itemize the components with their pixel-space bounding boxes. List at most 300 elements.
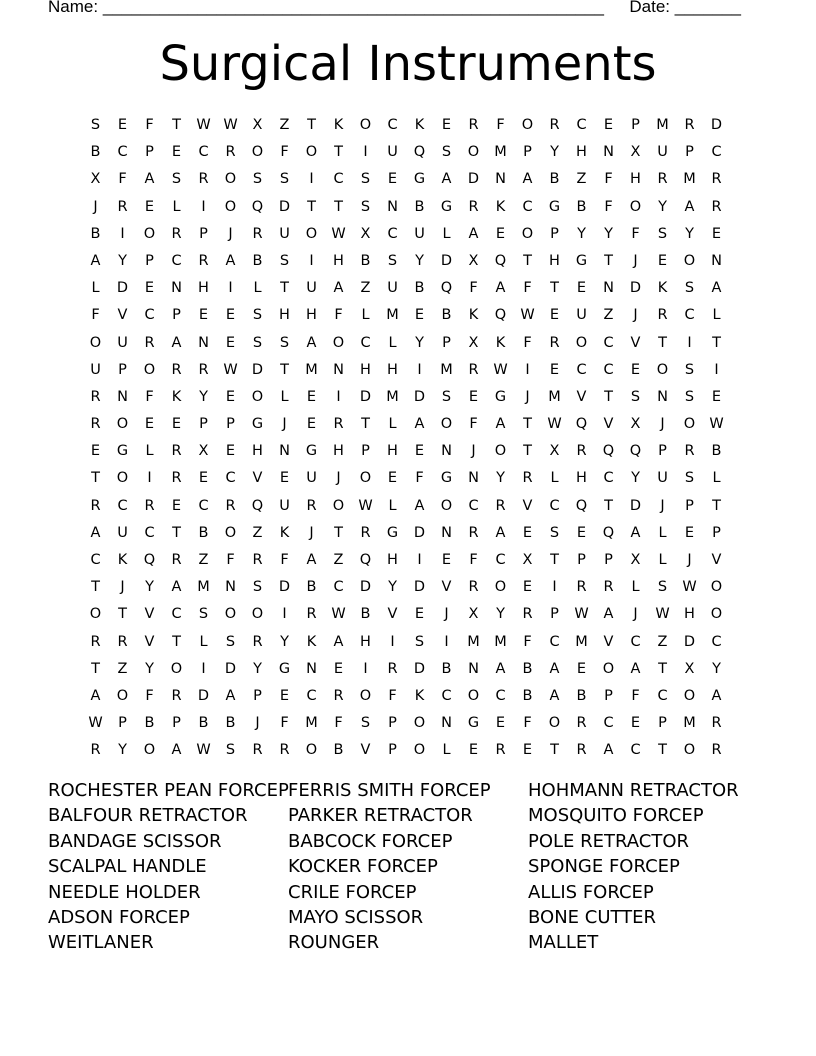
grid-letter: P — [145, 252, 154, 269]
grid-letter: R — [171, 443, 182, 460]
grid-letter: M — [305, 361, 318, 378]
grid-letter: J — [255, 715, 260, 732]
grid-letter: R — [576, 443, 587, 460]
grid-letter: R — [468, 117, 479, 133]
grid-letter: T — [334, 144, 343, 161]
word-list-item: BANDAGE SCISSOR — [48, 830, 222, 852]
grid-letter: L — [199, 633, 208, 650]
grid-letter: O — [305, 225, 318, 242]
grid-letter: P — [577, 552, 586, 568]
grid-letter: Y — [253, 660, 262, 677]
grid-letter: H — [306, 307, 317, 324]
grid-letter: T — [712, 497, 721, 514]
grid-letter: O — [413, 742, 426, 759]
grid-letter: Z — [252, 524, 263, 541]
grid-letter: H — [576, 470, 587, 487]
grid-letter: Q — [575, 497, 588, 514]
grid-letter: R — [144, 497, 155, 514]
grid-letter: R — [387, 660, 398, 677]
grid-letter: I — [444, 633, 449, 650]
grid-letter: H — [684, 606, 695, 623]
grid-letter: F — [415, 470, 424, 487]
grid-letter: C — [630, 633, 641, 650]
grid-letter: Y — [415, 252, 424, 269]
grid-letter: D — [413, 388, 426, 405]
grid-letter: Y — [577, 225, 586, 242]
grid-letter: E — [441, 117, 452, 133]
name-label: Name: — [48, 0, 99, 16]
grid-letter: O — [494, 443, 507, 460]
grid-letter: F — [145, 388, 154, 405]
grid-letter: T — [172, 633, 181, 650]
grid-letter: O — [602, 660, 615, 677]
grid-letter: H — [360, 633, 371, 650]
grid-letter: F — [91, 307, 100, 324]
grid-letter: E — [144, 198, 155, 215]
grid-letter: Q — [413, 144, 426, 161]
grid-letter: S — [90, 117, 101, 133]
grid-letter: Q — [251, 198, 264, 215]
grid-letter: L — [145, 443, 154, 460]
grid-letter: U — [279, 225, 290, 242]
grid-letter: Y — [658, 198, 667, 215]
grid-letter: M — [683, 715, 696, 732]
grid-letter: I — [336, 388, 341, 405]
grid-letter: K — [117, 552, 128, 568]
grid-letter: T — [523, 443, 532, 460]
word-list-item: BONE CUTTER — [528, 906, 657, 928]
grid-letter: R — [468, 524, 479, 541]
grid-letter: W — [655, 606, 670, 623]
grid-letter: P — [226, 416, 235, 433]
grid-letter: C — [603, 470, 614, 487]
grid-letter: R — [90, 742, 101, 759]
grid-letter: X — [522, 552, 533, 568]
grid-letter: L — [631, 579, 640, 596]
grid-letter: M — [494, 144, 507, 161]
grid-letter: P — [604, 687, 613, 704]
grid-letter: R — [252, 225, 263, 242]
grid-letter: C — [441, 687, 452, 704]
grid-letter: R — [117, 633, 128, 650]
grid-letter: O — [251, 606, 264, 623]
grid-letter: A — [630, 524, 641, 541]
grid-letter: S — [360, 715, 371, 732]
grid-letter: C — [198, 144, 209, 161]
grid-letter: P — [658, 715, 667, 732]
grid-letter: I — [687, 334, 692, 351]
grid-letter: E — [576, 280, 587, 297]
grid-letter: C — [630, 742, 641, 759]
grid-letter: R — [549, 334, 560, 351]
grid-letter: P — [550, 606, 559, 623]
grid-letter: F — [496, 117, 505, 133]
grid-letter: Q — [359, 552, 372, 568]
grid-letter: A — [522, 171, 533, 188]
grid-letter: F — [523, 334, 532, 351]
grid-letter: A — [468, 225, 479, 242]
grid-letter: O — [656, 361, 669, 378]
grid-letter: N — [171, 280, 182, 297]
grid-letter: D — [278, 579, 291, 596]
grid-letter: X — [468, 252, 479, 269]
grid-letter: R — [495, 742, 506, 759]
grid-letter: A — [603, 606, 614, 623]
grid-letter: E — [441, 552, 452, 568]
grid-letter: P — [685, 144, 694, 161]
grid-letter: Y — [145, 579, 154, 596]
grid-letter: R — [90, 388, 101, 405]
grid-letter: O — [116, 470, 129, 487]
word-list — [48, 778, 768, 956]
grid-letter: K — [495, 334, 506, 351]
grid-letter: R — [90, 497, 101, 514]
grid-letter: E — [225, 443, 236, 460]
grid-letter: V — [117, 307, 128, 324]
grid-letter: R — [495, 497, 506, 514]
grid-letter: I — [309, 252, 314, 269]
grid-letter: Z — [117, 660, 128, 677]
grid-letter: U — [117, 334, 128, 351]
grid-letter: E — [279, 470, 290, 487]
grid-letter: O — [521, 117, 534, 133]
grid-letter: K — [414, 687, 425, 704]
grid-letter: T — [712, 334, 721, 351]
word-list-item: ADSON FORCEP — [48, 906, 190, 928]
grid-letter: T — [523, 416, 532, 433]
grid-letter: E — [144, 280, 155, 297]
grid-letter: D — [467, 171, 480, 188]
grid-letter: J — [660, 416, 665, 433]
grid-letter: R — [252, 552, 263, 568]
grid-letter: C — [576, 361, 587, 378]
grid-letter: H — [360, 361, 371, 378]
grid-letter: A — [171, 742, 182, 759]
grid-letter: P — [172, 715, 181, 732]
grid-letter: D — [710, 117, 723, 133]
grid-letter: R — [576, 579, 587, 596]
grid-letter: F — [145, 687, 154, 704]
grid-letter: T — [91, 660, 100, 677]
grid-letter: J — [444, 606, 449, 623]
grid-letter: T — [604, 497, 613, 514]
word-list-item: POLE RETRACTOR — [528, 830, 690, 852]
grid-letter: Q — [251, 497, 264, 514]
grid-letter: S — [684, 470, 695, 487]
grid-letter: Q — [629, 443, 642, 460]
grid-letter: O — [332, 497, 345, 514]
grid-letter: C — [333, 579, 344, 596]
grid-letter: Y — [631, 470, 640, 487]
grid-letter: S — [549, 524, 560, 541]
grid-letter: B — [441, 660, 452, 677]
grid-letter: S — [252, 307, 263, 324]
grid-letter: T — [550, 742, 559, 759]
grid-letter: S — [252, 171, 263, 188]
grid-letter: V — [252, 470, 263, 487]
grid-letter: R — [306, 606, 317, 623]
grid-letter: F — [523, 715, 532, 732]
grid-letter: E — [225, 307, 236, 324]
word-search-grid — [82, 112, 730, 765]
grid-letter: E — [225, 388, 236, 405]
grid-letter: N — [468, 470, 479, 487]
grid-letter: N — [441, 715, 452, 732]
grid-letter: M — [683, 171, 696, 188]
grid-letter: O — [305, 144, 318, 161]
grid-letter: E — [171, 497, 182, 514]
grid-letter: B — [333, 742, 344, 759]
grid-letter: B — [522, 687, 533, 704]
grid-letter: O — [359, 117, 372, 133]
grid-letter: O — [548, 715, 561, 732]
grid-letter: O — [143, 742, 156, 759]
grid-letter: E — [630, 715, 641, 732]
grid-letter: T — [604, 388, 613, 405]
grid-letter: Z — [279, 117, 290, 133]
grid-letter: R — [468, 361, 479, 378]
grid-letter: T — [91, 470, 100, 487]
word-list-item: ROCHESTER PEAN FORCEP — [48, 780, 289, 801]
grid-letter: E — [306, 416, 317, 433]
grid-letter: S — [441, 144, 452, 161]
grid-letter: C — [306, 687, 317, 704]
grid-letter: U — [306, 470, 317, 487]
grid-letter: R — [90, 633, 101, 650]
name-blank-line: _____________________________________________________ — [102, 0, 604, 16]
grid-letter: N — [441, 443, 452, 460]
grid-letter: A — [684, 198, 695, 215]
grid-letter: S — [684, 388, 695, 405]
grid-letter: A — [495, 416, 506, 433]
grid-letter: O — [143, 225, 156, 242]
grid-letter: D — [683, 633, 696, 650]
grid-letter: A — [414, 416, 425, 433]
grid-letter: I — [552, 579, 557, 596]
grid-letter: T — [658, 660, 667, 677]
grid-letter: Y — [415, 334, 424, 351]
grid-letter: E — [198, 307, 209, 324]
grid-letter: E — [171, 416, 182, 433]
grid-letter: Q — [602, 443, 615, 460]
grid-letter: I — [120, 225, 125, 242]
grid-letter: G — [440, 198, 453, 215]
grid-letter: H — [279, 307, 290, 324]
grid-letter: L — [388, 334, 397, 351]
grid-letter: N — [711, 252, 722, 269]
grid-letter: T — [604, 252, 613, 269]
grid-letter: M — [386, 388, 399, 405]
grid-letter: G — [413, 171, 426, 188]
grid-letter: C — [387, 225, 398, 242]
grid-letter: C — [495, 687, 506, 704]
grid-letter: J — [525, 388, 530, 405]
grid-letter: A — [441, 171, 452, 188]
grid-letter: E — [468, 742, 479, 759]
grid-letter: C — [711, 633, 722, 650]
grid-letter: B — [441, 307, 452, 324]
grid-letter: R — [279, 742, 290, 759]
grid-letter: A — [549, 687, 560, 704]
grid-letter: T — [172, 524, 181, 541]
grid-letter: F — [118, 171, 127, 188]
grid-letter: G — [305, 443, 318, 460]
grid-letter: V — [387, 606, 398, 623]
grid-letter: C — [711, 144, 722, 161]
grid-letter: R — [225, 497, 236, 514]
grid-letter: R — [576, 742, 587, 759]
name-date-header — [48, 0, 748, 17]
grid-letter: Y — [145, 660, 154, 677]
grid-letter: S — [657, 579, 668, 596]
grid-letter: O — [224, 606, 237, 623]
grid-letter: J — [633, 252, 638, 269]
grid-letter: N — [495, 171, 506, 188]
word-list-item: HOHMANN RETRACTOR — [528, 780, 739, 801]
grid-letter: C — [171, 252, 182, 269]
grid-letter: K — [468, 307, 479, 324]
grid-letter: E — [90, 443, 101, 460]
grid-letter: R — [711, 715, 722, 732]
grid-letter: G — [467, 715, 480, 732]
grid-letter: Q — [494, 307, 507, 324]
grid-letter: M — [197, 579, 210, 596]
grid-letter: A — [333, 280, 344, 297]
grid-letter: V — [603, 633, 614, 650]
grid-letter: I — [714, 361, 719, 378]
grid-letter: C — [657, 687, 668, 704]
grid-letter: P — [442, 334, 451, 351]
grid-letter: O — [224, 171, 237, 188]
grid-letter: F — [280, 715, 289, 732]
grid-letter: R — [171, 687, 182, 704]
grid-letter: P — [388, 715, 397, 732]
grid-letter: R — [468, 579, 479, 596]
grid-letter: J — [687, 552, 692, 568]
grid-letter: S — [225, 742, 236, 759]
grid-letter: F — [280, 144, 289, 161]
grid-letter: A — [333, 633, 344, 650]
grid-letter: E — [657, 252, 668, 269]
grid-letter: W — [547, 416, 562, 433]
grid-letter: Z — [360, 280, 371, 297]
grid-letter: R — [198, 171, 209, 188]
grid-letter: Y — [496, 606, 505, 623]
grid-letter: A — [495, 660, 506, 677]
grid-letter: T — [307, 198, 316, 215]
grid-letter: D — [359, 579, 372, 596]
grid-letter: E — [468, 388, 479, 405]
grid-letter: C — [549, 497, 560, 514]
grid-letter: F — [469, 280, 478, 297]
grid-letter: Q — [143, 552, 156, 568]
grid-letter: E — [495, 715, 506, 732]
grid-letter: W — [223, 361, 238, 378]
grid-letter: M — [386, 307, 399, 324]
grid-letter: H — [387, 552, 398, 568]
grid-letter: H — [387, 361, 398, 378]
grid-letter: C — [333, 171, 344, 188]
grid-letter: D — [251, 361, 264, 378]
grid-letter: A — [414, 497, 425, 514]
grid-letter: F — [226, 552, 235, 568]
grid-letter: U — [117, 524, 128, 541]
grid-letter: A — [144, 171, 155, 188]
grid-letter: X — [252, 117, 263, 133]
grid-letter: X — [549, 443, 560, 460]
grid-letter: R — [171, 552, 182, 568]
grid-letter: O — [710, 606, 723, 623]
grid-letter: H — [198, 280, 209, 297]
grid-letter: H — [333, 443, 344, 460]
grid-letter: T — [172, 117, 181, 133]
grid-letter: L — [550, 470, 559, 487]
grid-letter: A — [495, 280, 506, 297]
grid-letter: X — [90, 171, 101, 188]
grid-letter: B — [198, 715, 209, 732]
grid-letter: U — [414, 225, 425, 242]
grid-letter: E — [387, 171, 398, 188]
grid-letter: L — [388, 497, 397, 514]
grid-letter: P — [199, 225, 208, 242]
grid-letter: Y — [199, 388, 208, 405]
grid-letter: R — [252, 742, 263, 759]
grid-letter: O — [359, 687, 372, 704]
grid-letter: R — [657, 171, 668, 188]
grid-letter: M — [467, 633, 480, 650]
grid-letter: R — [657, 307, 668, 324]
grid-letter: R — [225, 144, 236, 161]
grid-letter: P — [118, 715, 127, 732]
grid-letter: A — [495, 524, 506, 541]
grid-letter: O — [575, 334, 588, 351]
grid-letter: O — [467, 144, 480, 161]
grid-letter: R — [198, 252, 209, 269]
grid-letter: A — [225, 687, 236, 704]
grid-letter: G — [440, 470, 453, 487]
grid-letter: R — [684, 443, 695, 460]
grid-letter: W — [520, 307, 535, 324]
grid-letter: R — [333, 416, 344, 433]
grid-letter: S — [684, 361, 695, 378]
grid-letter: C — [684, 307, 695, 324]
grid-letter: O — [116, 687, 129, 704]
word-list-item: SCALPAL HANDLE — [48, 856, 207, 878]
grid-letter: E — [684, 524, 695, 541]
grid-letter: X — [198, 443, 209, 460]
grid-letter: S — [360, 171, 371, 188]
grid-letter: T — [307, 117, 316, 133]
grid-letter: T — [334, 524, 343, 541]
grid-letter: D — [629, 497, 642, 514]
grid-letter: D — [224, 660, 237, 677]
grid-letter: R — [90, 416, 101, 433]
grid-letter: F — [145, 117, 154, 133]
grid-letter: E — [711, 388, 722, 405]
grid-letter: O — [683, 416, 696, 433]
grid-letter: E — [711, 225, 722, 242]
grid-letter: E — [225, 334, 236, 351]
word-list-item: MOSQUITO FORCEP — [528, 805, 704, 827]
grid-letter: Q — [440, 280, 453, 297]
grid-letter: O — [413, 715, 426, 732]
grid-letter: H — [549, 252, 560, 269]
grid-letter: W — [223, 117, 238, 133]
grid-letter: F — [469, 552, 478, 568]
grid-letter: I — [201, 198, 206, 215]
grid-letter: W — [196, 742, 211, 759]
grid-letter: T — [118, 606, 127, 623]
